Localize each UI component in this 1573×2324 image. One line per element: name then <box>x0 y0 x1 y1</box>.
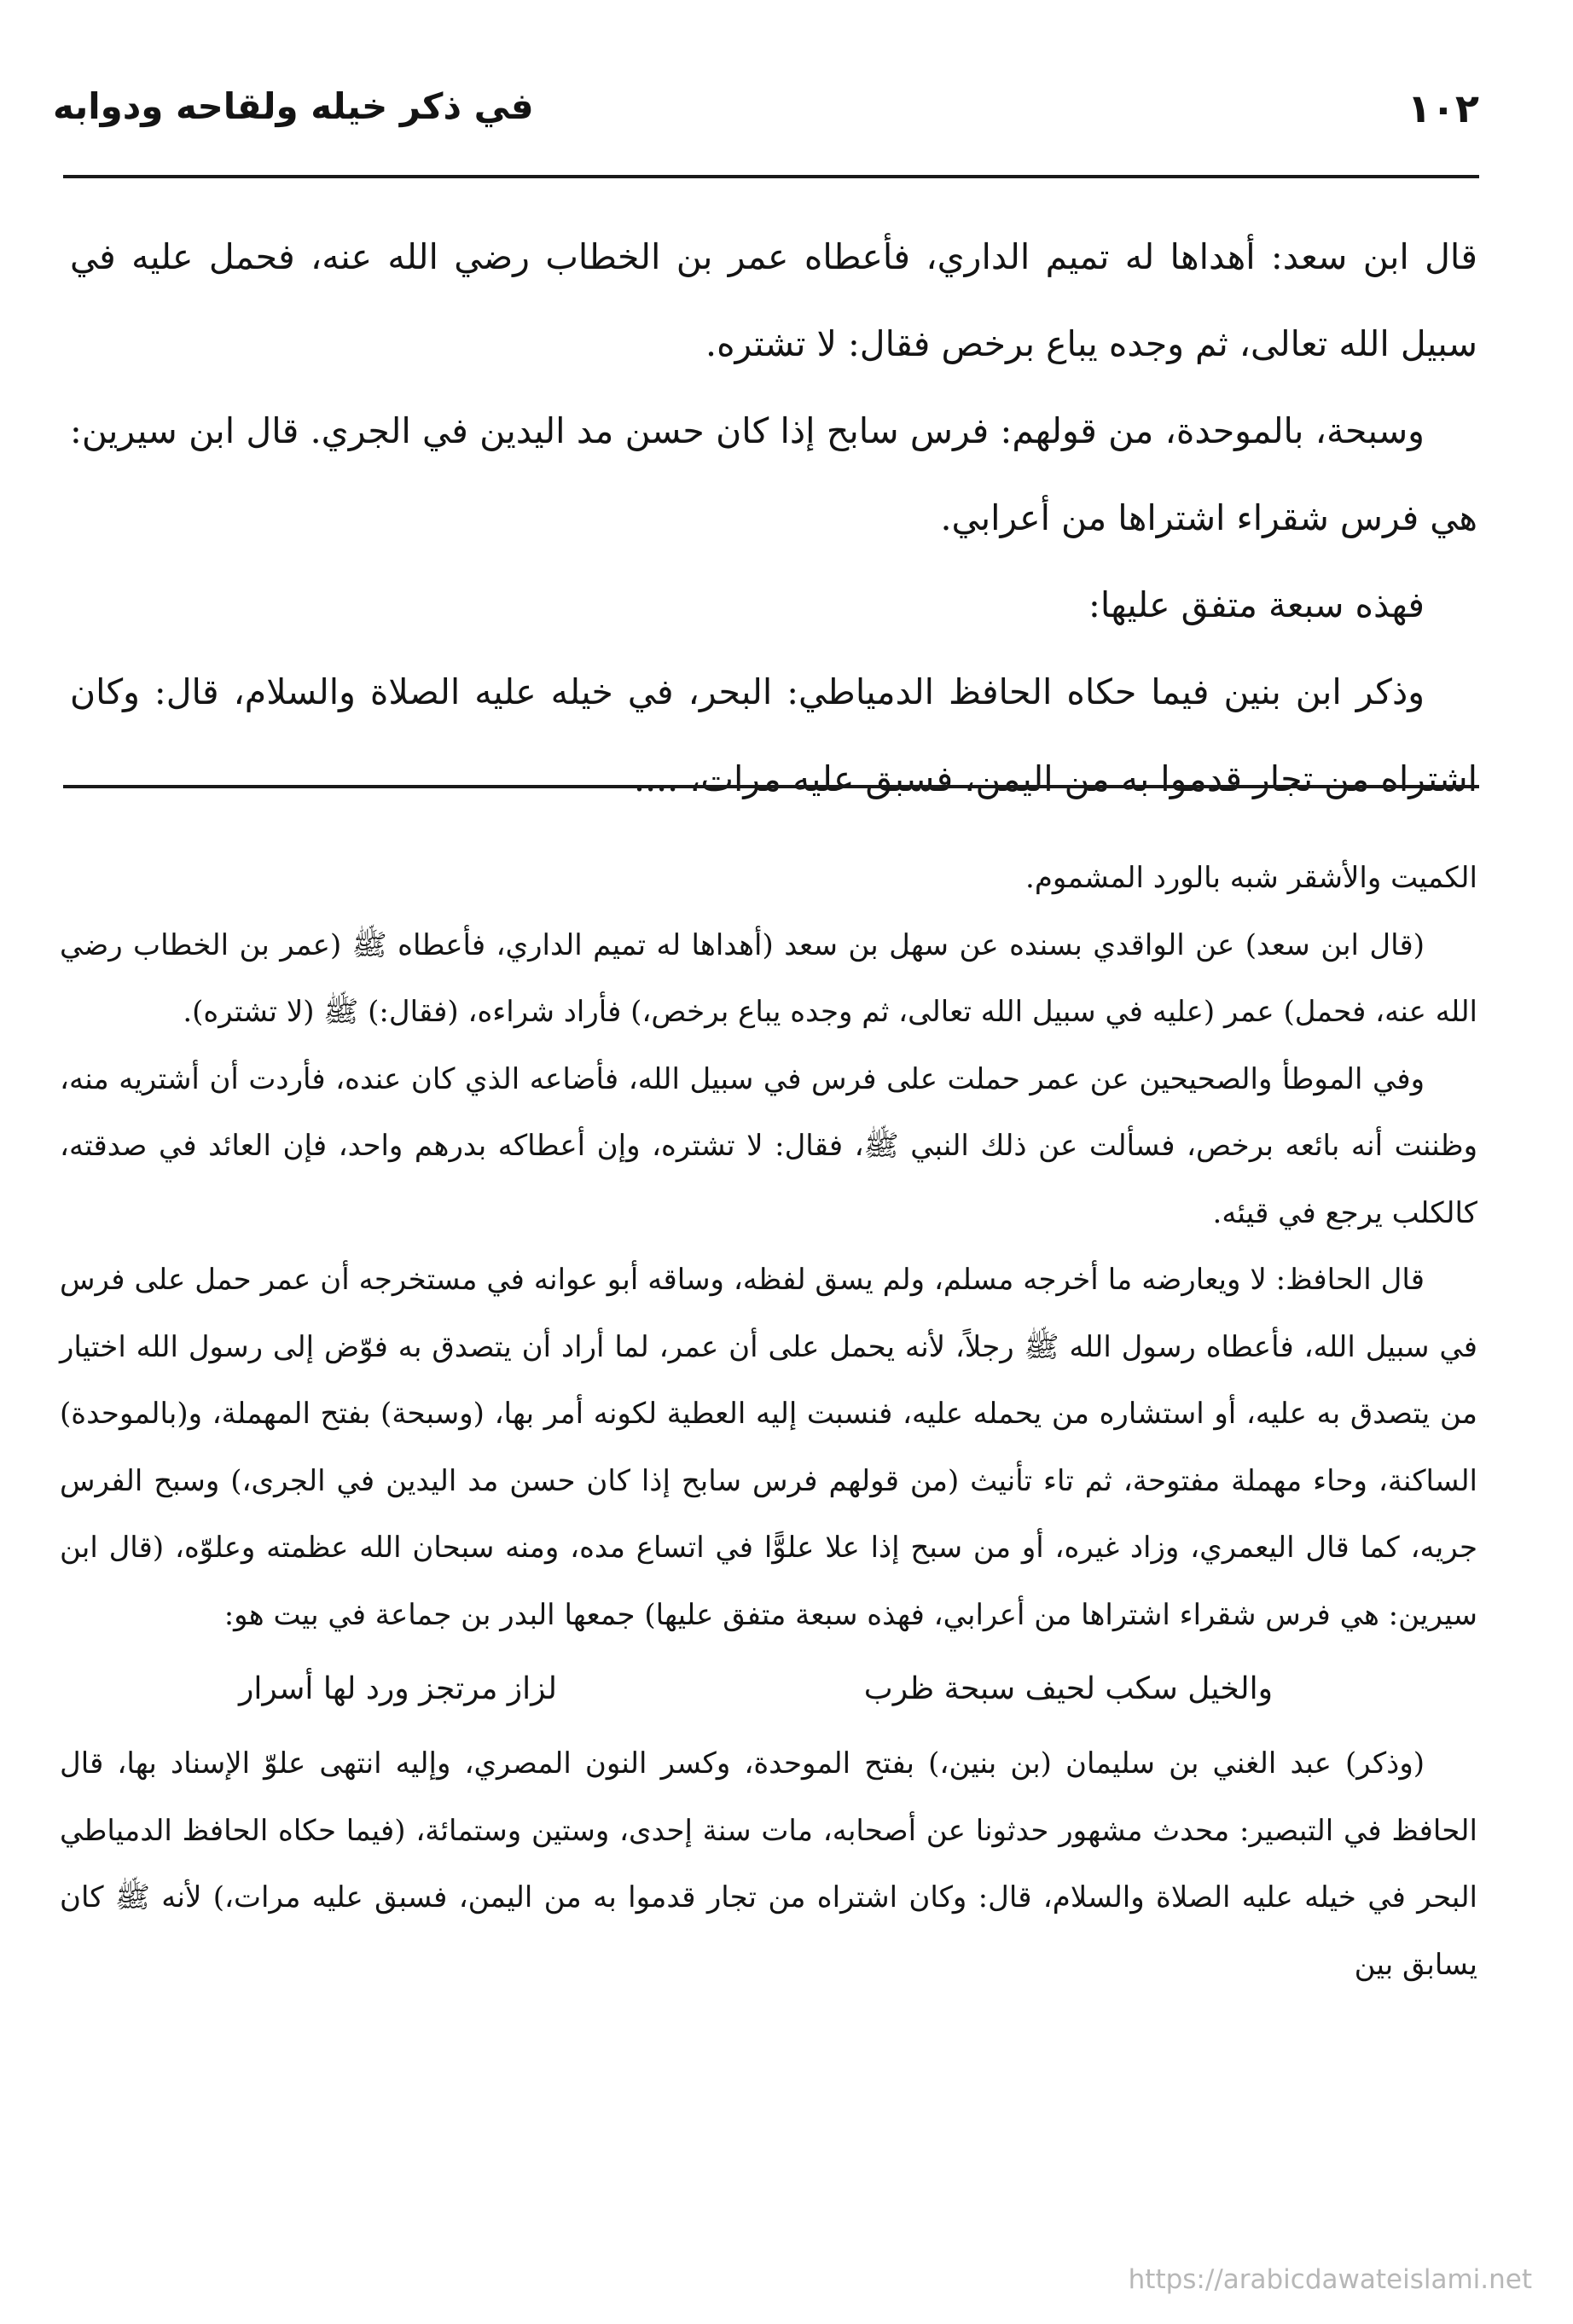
verse-hemistich-1: والخيل سكب لحيف سبحة ظرب <box>863 1671 1273 1706</box>
main-paragraph-4: وذكر ابن بنين فيما حكاه الحافظ الدمياطي: البحر، في خيله عليه الصلاة والسلام، قال: وكان اشتراه من تجار قدموا به من اليمن، فسبق عليه مرات، .... <box>70 671 1477 799</box>
header-rule <box>63 175 1479 178</box>
page-number: ١٠٢ <box>1407 85 1479 131</box>
commentary-paragraph-1: الكميت والأشقر شبه بالورد المشموم. <box>1025 861 1477 895</box>
poetry-verse <box>60 1648 1477 1730</box>
watermark-url: https://arabicdawateislami.net <box>1128 2264 1532 2295</box>
section-divider-rule <box>63 785 1479 788</box>
running-title: في ذكر خيله ولقاحه ودوابه <box>53 85 534 127</box>
verse-hemistich-2: لزاز مرتجز ورد لها أسرار <box>239 1671 558 1706</box>
commentary-paragraph-4: قال الحافظ: لا ويعارضه ما أخرجه مسلم، ولم يسق لفظه، وساقه أبو عوانه في مستخرجه أن عمر حمل على فرس في سبيل الله، فأعطاه رسول الله ﷺ رجلاً، لأنه يحمل على أن عمر، لما أراد أن يتصدق به فوّض إلى رسول الله اختيار من يتصدق به عليه، أو استشاره من يحمله عليه، فنسبت إليه العطية لكونه أمر بها، (وسبحة) بفتح المهملة، و(بالموحدة) الساكنة، وحاء مهملة مفتوحة، ثم تاء تأنيث (من قولهم فرس سابح إذا كان حسن مد اليدين في الجرى،) وسبح الفرس جريه، كما قال اليعمري، وزاد غيره، أو من سبح إذا علا علوًّا في اتساع مده، ومنه سبحان الله عظمته وعلوّه، (قال ابن سيرين: هي فرس شقراء اشتراها من أعرابي، فهذه سبعة متفق عليها) جمعها البدر بن جماعة في بيت هو: <box>60 1263 1477 1632</box>
page-header <box>53 85 1479 145</box>
commentary-text <box>60 845 1477 1998</box>
main-paragraph-1: قال ابن سعد: أهداها له تميم الداري، فأعطاه عمر بن الخطاب رضي الله عنه، فحمل عليه في سبيل الله تعالى، ثم وجده يباع برخص فقال: لا تشتره. <box>70 236 1477 364</box>
main-paragraph-2: وسبحة، بالموحدة، من قولهم: فرس سابح إذا كان حسن مد اليدين في الجري. قال ابن سيرين: هي فرس شقراء اشتراها من أعرابي. <box>70 410 1477 538</box>
commentary-paragraph-2: (قال ابن سعد) عن الواقدي بسنده عن سهل بن سعد (أهداها له تميم الداري، فأعطاه ﷺ (عمر بن الخطاب رضي الله عنه، فحمل) عمر (عليه في سبيل الله تعالى، ثم وجده يباع برخص،) فأراد شراءه، (فقال:) ﷺ (لا تشتره). <box>60 927 1477 1029</box>
commentary-paragraph-5: (وذكر) عبد الغني بن سليمان (بن بنين،) بفتح الموحدة، وكسر النون المصري، وإليه انتهى علوّ الإسناد بها، قال الحافظ في التبصير: محدث مشهور حدثونا عن أصحابه، مات سنة إحدى، وستين وستمائة، (فيما حكاه الحافظ الدمياطي البحر في خيله عليه الصلاة والسلام، قال: وكان اشتراه من تجار قدموا به من اليمن، فسبق عليه مرات،) لأنه ﷺ كان يسابق بين <box>60 1746 1477 1982</box>
commentary-paragraph-3: وفي الموطأ والصحيحين عن عمر حملت على فرس في سبيل الله، فأضاعه الذي كان عنده، فأردت أن أشتريه منه، وظننت أنه بائعه برخص، فسألت عن ذلك النبي ﷺ، فقال: لا تشتره، وإن أعطاكه بدرهم واحد، فإن العائد في صدقته، كالكلب يرجع في قيئه. <box>60 1061 1477 1230</box>
main-paragraph-3: فهذه سبعة متفق عليها: <box>1088 584 1425 625</box>
main-text <box>70 213 1477 822</box>
